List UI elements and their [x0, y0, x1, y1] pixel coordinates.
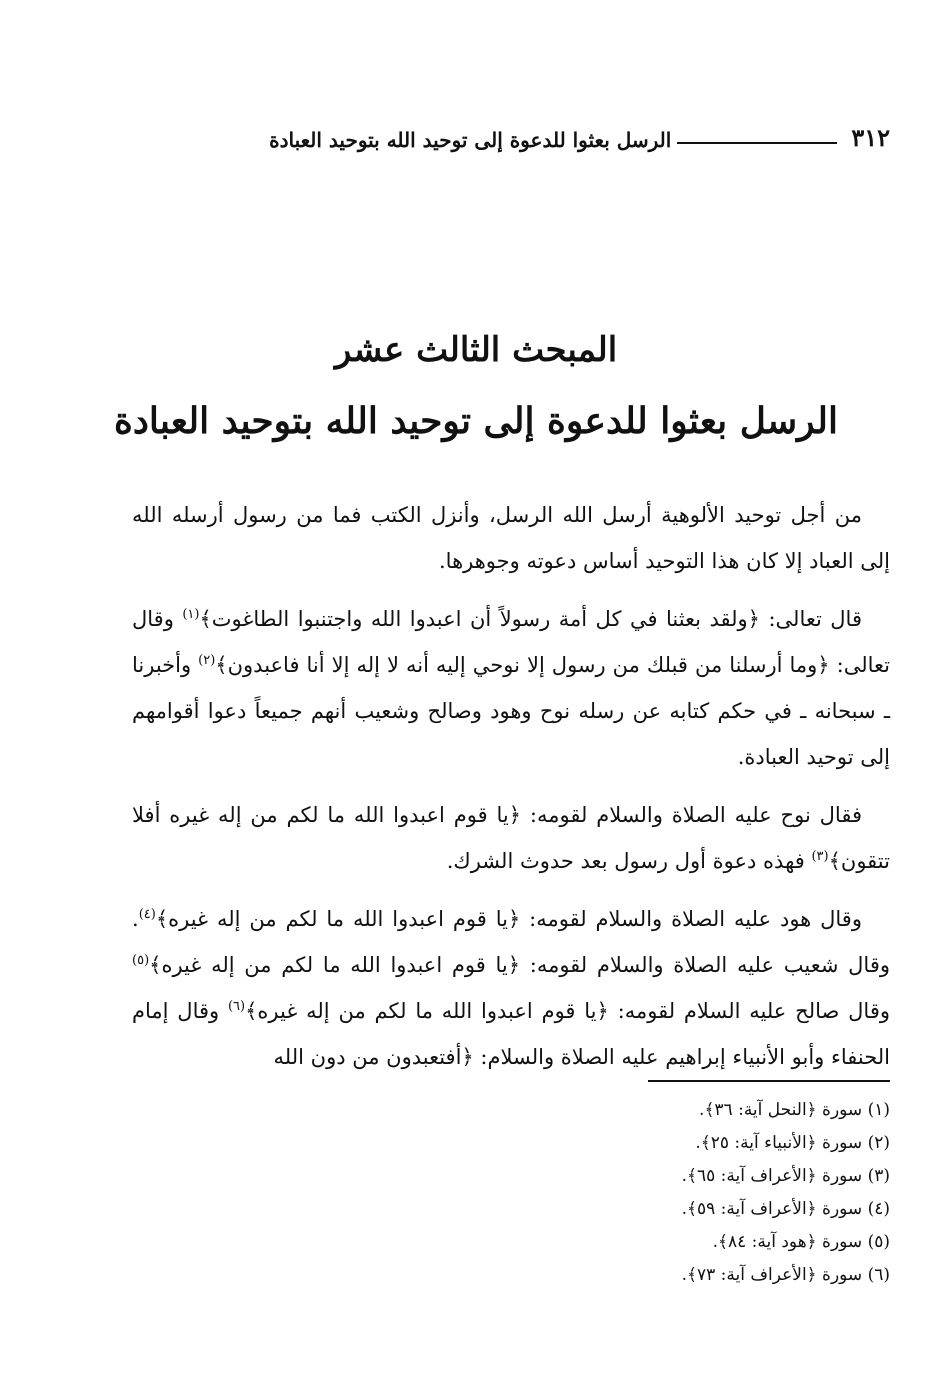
paragraph-4-part-b: . وقال شعيب عليه الصلاة والسلام لقومه: ﴿يا قوم اعبدوا الله ما لكم من إله غيره﴾: [132, 907, 890, 977]
paragraph-4-part-d: وقال إمام الحنفاء وأبو الأنبياء إبراهيم عليه الصلاة والسلام: ﴿أفتعبدون من دون الله: [132, 999, 890, 1069]
body-text: [132, 492, 890, 1092]
paragraph-2: [132, 596, 890, 780]
paragraph-2-part-a: قال تعالى: ﴿ولقد بعثنا في كل أمة رسولاً أن اعبدوا الله واجتنبوا الطاغوت﴾: [199, 607, 862, 631]
paragraph-4-part-c: وقال صالح عليه السلام لقومه: ﴿يا قوم اعبدوا الله ما لكم من إله غيره﴾: [245, 999, 890, 1023]
header-rule: [677, 142, 837, 144]
footnote-5: (٥) سورة ﴿هود آية: ٨٤﴾.: [712, 1232, 890, 1252]
section-title-heading: الرسل بعثوا للدعوة إلى توحيد الله بتوحيد العبادة: [114, 400, 838, 442]
footnote-1: (١) سورة ﴿النحل آية: ٣٦﴾.: [699, 1100, 890, 1120]
page-number: ٣١٢: [851, 123, 890, 152]
footnote-3: (٣) سورة ﴿الأعراف آية: ٦٥﴾.: [681, 1166, 890, 1186]
paragraph-2-part-b: وقال تعالى: ﴿وما أرسلنا من قبلك من رسول إلا نوحي إليه أنه لا إله إلا أنا فاعبدون﴾: [132, 607, 890, 677]
footnote-ref-1: (١): [182, 607, 200, 622]
footnote-6: (٦) سورة ﴿الأعراف آية: ٧٣﴾.: [681, 1265, 890, 1285]
paragraph-3: [132, 792, 890, 884]
footnote-separator: [648, 1080, 890, 1082]
footnote-ref-3: (٣): [811, 849, 829, 864]
paragraph-1: من أجل توحيد الألوهية أرسل الله الرسل، وأنزل الكتب فما من رسول أرسله الله إلى العباد إلا كان هذا التوحيد أساس دعوته وجوهرها.: [132, 503, 890, 573]
paragraph-2-part-c: وأخبرنا ـ سبحانه ـ في حكم كتابه عن رسله نوح وهود وصالح وشعيب أنهم جميعاً دعوا أقوامهم إلى توحيد العبادة.: [132, 653, 890, 769]
running-title: الرسل بعثوا للدعوة إلى توحيد الله بتوحيد العبادة: [269, 128, 672, 152]
footnote-4: (٤) سورة ﴿الأعراف آية: ٥٩﴾.: [681, 1199, 890, 1219]
paragraph-3-part-b: فهذه دعوة أول رسول بعد حدوث الشرك.: [446, 849, 812, 873]
footnote-ref-2: (٢): [198, 653, 216, 668]
footnote-ref-6: (٦): [227, 999, 246, 1014]
footnote-ref-5: (٥): [132, 953, 150, 968]
footnote-ref-4: (٤): [138, 907, 156, 922]
paragraph-3-part-a: فقال نوح عليه الصلاة والسلام لقومه: ﴿يا قوم اعبدوا الله ما لكم من إله غيره أفلا تتقون﴾: [132, 803, 890, 873]
section-number-heading: المبحث الثالث عشر: [334, 330, 618, 370]
footnote-2: (٢) سورة ﴿الأنبياء آية: ٢٥﴾.: [695, 1133, 890, 1153]
footnotes-list: [490, 1094, 890, 1292]
running-header: [132, 112, 890, 152]
paragraph-4-part-a: وقال هود عليه الصلاة والسلام لقومه: ﴿يا قوم اعبدوا الله ما لكم من إله غيره﴾: [155, 907, 862, 931]
paragraph-4: [132, 896, 890, 1080]
